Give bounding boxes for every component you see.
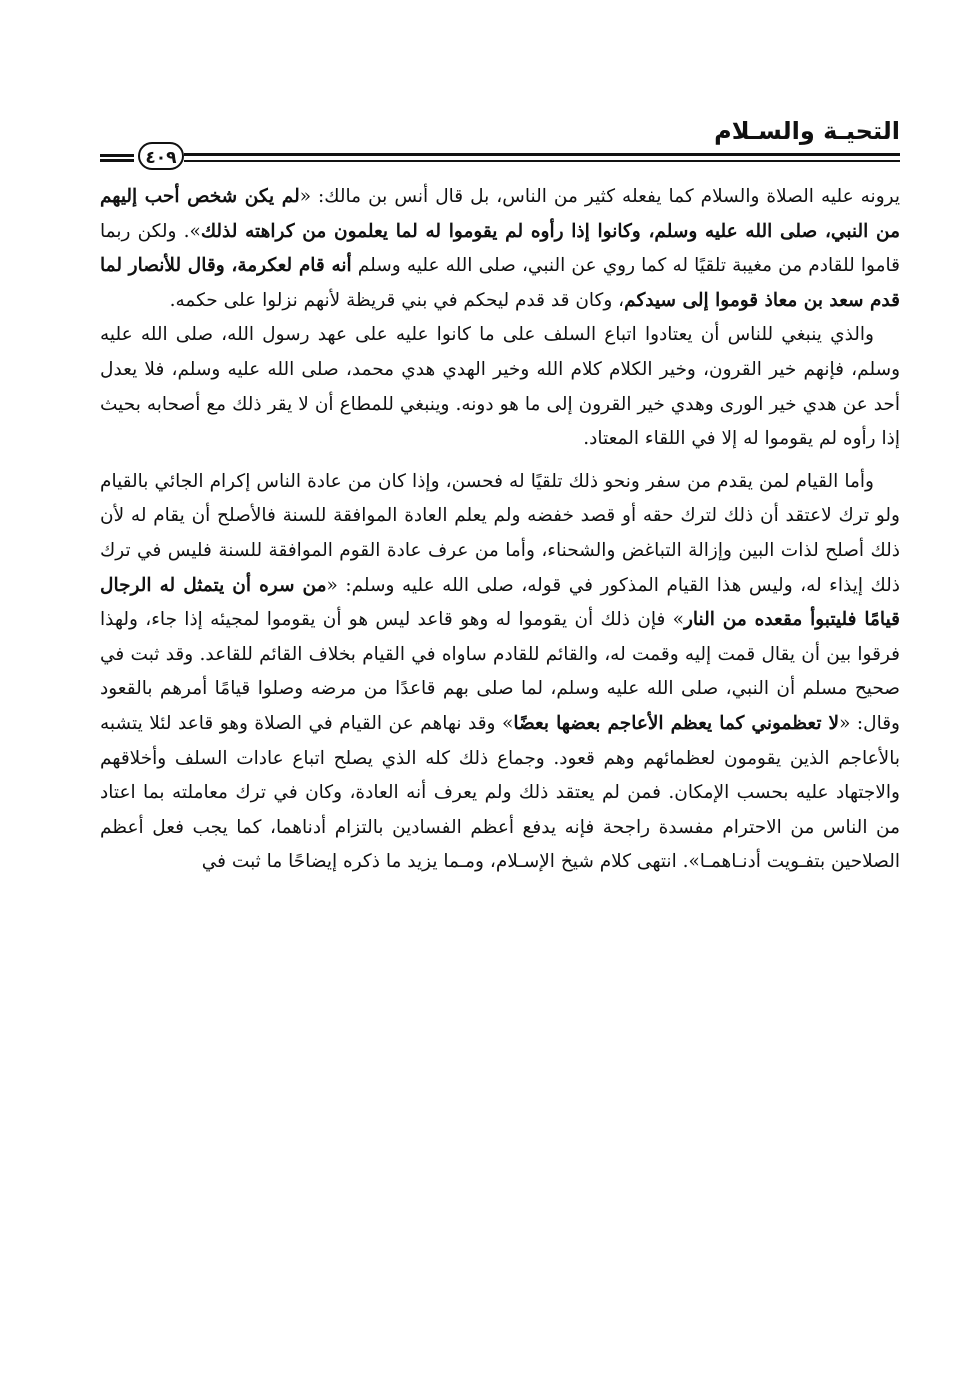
page-number: ٤٠٩: [138, 142, 184, 170]
running-title: التحيـة والسـلام: [714, 117, 900, 145]
text-segment: » فإن ذلك أن يقوموا له وهو قاعد ليس هو أن يقوموا لمجيئه إذا جاء، ولهذا فرقوا بين أن يقال قمت إليه وقمت له، والقائم للقادم ساواه في القيام بخلاف القائم للقاعد. وقد ثبت في صحيح مسلم أن النبي، صلى الله عليه وسلم، لما صلى بهم قاعدًا من مرضه وصلوا قيامًا أمرهم بالقعود وقال: «: [100, 609, 900, 734]
text-segment: » وقد نهاهم عن القيام في الصلاة وهو قاعد لئلا يتشبه بالأعاجم الذين يقومون لعظمائهم وهم قعود. وجماع ذلك كله الذي يصلح اتباع عادات السلف وأخلاقهم والاجتهاد عليه بحسب الإمكان. فمن لم يعتقد ذلك ولم يعرف أنه العادة، وكان في ترك معاملته بما اعتاد من الناس من الاحترام مفسدة راجحة فإنه يدفع أعظم الفسادين بالتزام أدناهما، كما يجب فعل أعظم الصلاحين بتفـويت أدنـاهمـا». انتهى كلام شيخ الإسـلام، ومـما يزيد ما ذكره إيضاحًا ما ثبت في: [100, 712, 900, 873]
quote-anas: لم يكن شخص أحب إليهم من النبي، صلى الله عليه وسلم، وكانوا إذا رأوه لم يقوموا له لما يعلمون من كراهته لذلك: [100, 186, 900, 242]
header-rule-end-ornament: [100, 154, 134, 162]
header-rule-top: [184, 153, 900, 156]
text-segment: يرونه عليه الصلاة والسلام كما يفعله كثير من الناس، بل قال أنس بن مالك: «: [299, 186, 900, 207]
text-segment: والذي ينبغي للناس أن يعتادوا اتباع السلف على ما كانوا عليه على عهد رسول الله، صلى الله عليه وسلم، فإنهم خير القرون، وخير الكلام كلام الله وخير الهدي هدي محمد، صلى الله عليه وسلم، فلا يعدل أحد عن هدي خير الورى وهدي خير القرون إلى ما هو دونه. وينبغي للمطاع أن لا يقر ذلك مع أصحابه بحيث إذا رأوه لم يقوموا له إلا في اللقاء المعتاد.: [100, 324, 900, 450]
text-segment: ، وكان قد قدم ليحكم في بني قريظة لأنهم نزلوا على حكمه.: [169, 289, 625, 311]
hadith-la-tuazzimuni: لا تعظموني كما يعظم الأعاجم بعضها بعضًا: [513, 712, 840, 734]
paragraph-gap: [100, 457, 900, 465]
hadith-man-sarrahu: من سره أن يتمثل له الرجال قيامًا فليتبوأ مقعده من النار: [100, 574, 900, 631]
page-header: [100, 116, 900, 172]
paragraph-1: [100, 180, 900, 318]
header-rule-bottom: [184, 160, 900, 162]
text-segment: ». ولكن ربما قاموا للقادم من مغيبة تلقيًا له كما روي عن النبي، صلى الله عليه وسلم: [100, 220, 900, 277]
paragraph-3: [100, 465, 900, 880]
paragraph-2: [100, 318, 900, 456]
text-segment: وأما القيام لمن يقدم من سفر ونحو ذلك تلقيًا له فحسن، وإذا كان من عادة الناس إكرام الجائي بالقيام ولو ترك لاعتقد أن ذلك لترك حقه أو قصد خفضه ولم يعلم العادة الموافقة للسنة فالأصلح أن يقام له لأن ذلك أصلح لذات البين وإزالة التباغض والشحناء، وأما من عرف عادة القوم الموافقة للسنة فليس في ترك ذلك إيذاء له، وليس هذا القيام المذكور في قوله، صلى الله عليه وسلم: «: [100, 470, 900, 596]
main-text: [100, 180, 900, 880]
quote-qumu-ila-sayyidikum: أنه قام لعكرمة، وقال للأنصار لما قدم سعد بن معاذ قوموا إلى سيدكم: [100, 255, 900, 311]
